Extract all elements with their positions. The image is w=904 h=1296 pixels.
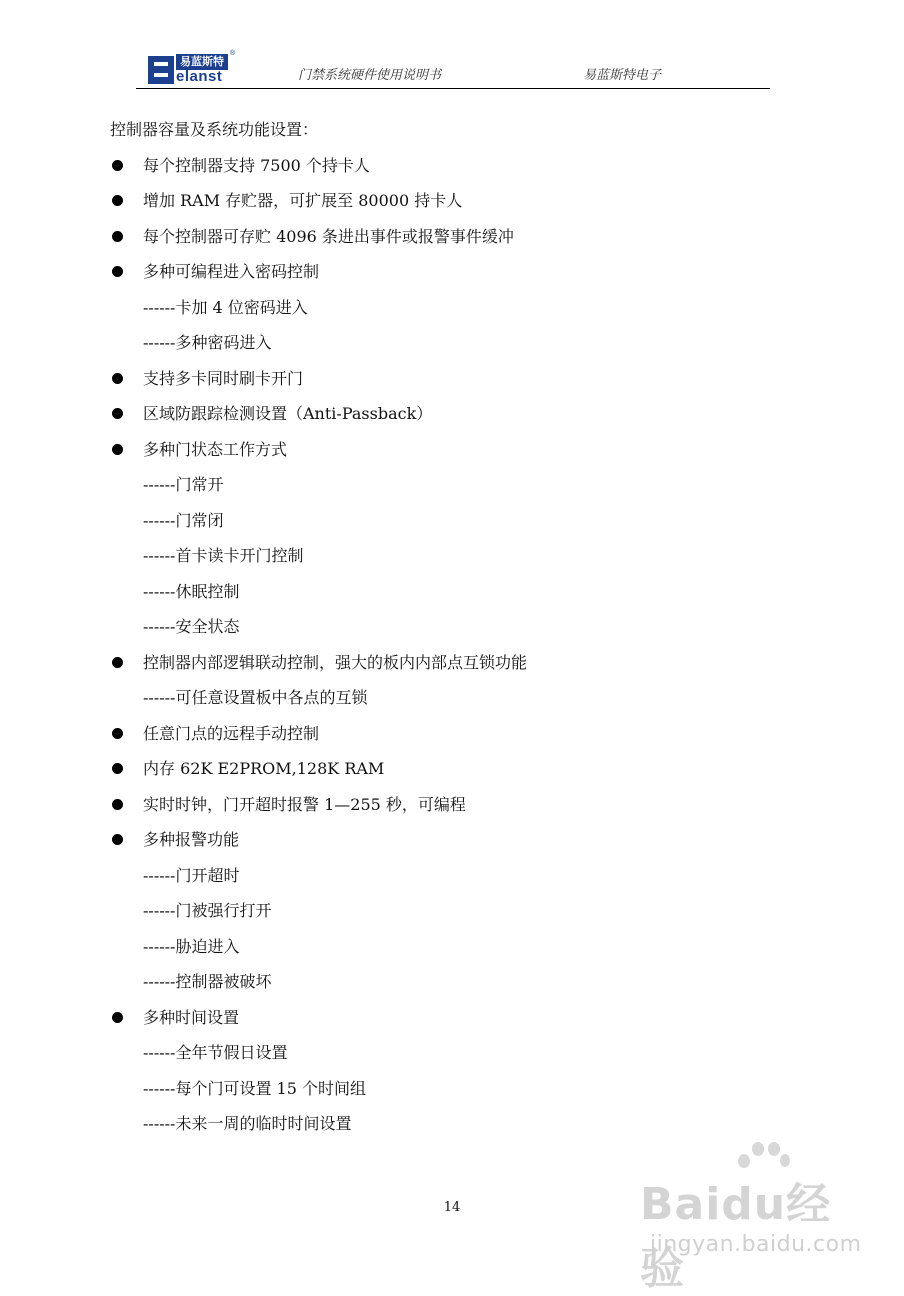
watermark-url: jingyan.baidu.com: [650, 1232, 862, 1257]
item-text: 内存 62K E2PROM,128K RAM: [143, 759, 385, 778]
item-text: 多种报警功能: [143, 830, 240, 849]
sub-item: [110, 609, 770, 645]
item-text: 增加 RAM 存贮器，可扩展至 80000 持卡人: [143, 191, 463, 210]
bullet-icon: [112, 763, 123, 774]
bullet-icon: [112, 160, 123, 171]
bullet-item: [110, 361, 770, 397]
sub-item: [110, 964, 770, 1000]
bullet-item: [110, 254, 770, 290]
document-title: 门禁系统硬件使用说明书: [298, 68, 442, 83]
sub-item: [110, 538, 770, 574]
item-text: 任意门点的远程手动控制: [143, 723, 320, 743]
item-text: ------胁迫进入: [143, 936, 240, 956]
item-text: ------安全状态: [143, 617, 240, 636]
bullet-item: [110, 751, 770, 787]
item-text: 实时时钟，门开超时报警 1—255 秒，可编程: [143, 794, 466, 814]
company-logo: [148, 50, 236, 86]
sub-item: [110, 1071, 770, 1107]
sub-item: [110, 858, 770, 894]
item-text: ------门被强行打开: [143, 901, 272, 920]
bullet-icon: [112, 231, 123, 242]
item-text: 多种时间设置: [143, 1007, 240, 1027]
bullet-item: [110, 432, 770, 468]
page-header: [136, 50, 770, 89]
sub-item: [110, 290, 770, 326]
item-text: 区域防跟踪检测设置（Anti-Passback）: [143, 404, 433, 423]
sub-item: [110, 680, 770, 716]
bullet-icon: [112, 373, 123, 384]
item-text: 支持多卡同时刷卡开门: [143, 368, 304, 388]
bullet-item: [110, 716, 770, 752]
item-text: ------门常开: [143, 475, 224, 494]
bullet-item: [110, 1000, 770, 1036]
bullet-item: [110, 396, 770, 432]
page-number: 14: [443, 1200, 461, 1215]
sub-item: [110, 574, 770, 610]
sub-item: [110, 929, 770, 965]
item-text: ------全年节假日设置: [143, 1043, 288, 1062]
item-text: ------门开超时: [143, 865, 240, 885]
sub-item: [110, 1035, 770, 1071]
item-text: ------卡加 4 位密码进入: [143, 297, 308, 317]
bullet-icon: [112, 1012, 123, 1023]
item-text: 每个控制器可存贮 4096 条进出事件或报警事件缓冲: [143, 226, 514, 246]
watermark-brand: Baidu经验: [640, 1179, 832, 1294]
item-text: ------可任意设置板中各点的互锁: [143, 688, 368, 707]
bullet-icon: [112, 408, 123, 419]
item-text: ------每个门可设置 15 个时间组: [143, 1078, 366, 1098]
item-text: 控制器内部逻辑联动控制，强大的板内内部点互锁功能: [143, 652, 528, 672]
logo-chinese-name: 易蓝斯特: [176, 54, 228, 70]
page-content: [110, 112, 770, 1142]
item-text: 每个控制器支持 7500 个持卡人: [143, 155, 370, 175]
item-text: 多种可编程进入密码控制: [143, 262, 320, 281]
registered-mark: ®: [230, 50, 236, 57]
feature-list: [110, 148, 770, 1142]
logo-english-name: elanst: [176, 68, 223, 85]
item-text: ------休眠控制: [143, 581, 240, 601]
bullet-item: [110, 822, 770, 858]
item-text: 多种门状态工作方式: [143, 439, 288, 459]
item-text: ------门常闭: [143, 510, 224, 530]
section-heading: 控制器容量及系统功能设置：: [110, 120, 319, 139]
item-text: ------控制器被破坏: [143, 972, 272, 991]
bullet-item: [110, 787, 770, 823]
item-text: ------首卡读卡开门控制: [143, 546, 304, 565]
sub-item: [110, 1106, 770, 1142]
bullet-item: [110, 183, 770, 219]
bullet-icon: [112, 834, 123, 845]
logo-e-icon: [148, 56, 174, 84]
item-text: ------多种密码进入: [143, 333, 272, 352]
bullet-icon: [112, 799, 123, 810]
baidu-watermark: [640, 1140, 862, 1294]
sub-item: [110, 503, 770, 539]
bullet-icon: [112, 728, 123, 739]
bullet-icon: [112, 266, 123, 277]
bullet-icon: [112, 657, 123, 668]
company-name: 易蓝斯特电子: [583, 68, 662, 83]
bullet-icon: [112, 195, 123, 206]
sub-item: [110, 325, 770, 361]
bullet-item: [110, 148, 770, 184]
sub-item: [110, 893, 770, 929]
item-text: ------未来一周的临时时间设置: [143, 1114, 352, 1133]
bullet-icon: [112, 444, 123, 455]
sub-item: [110, 467, 770, 503]
bullet-item: [110, 645, 770, 681]
bullet-item: [110, 219, 770, 255]
